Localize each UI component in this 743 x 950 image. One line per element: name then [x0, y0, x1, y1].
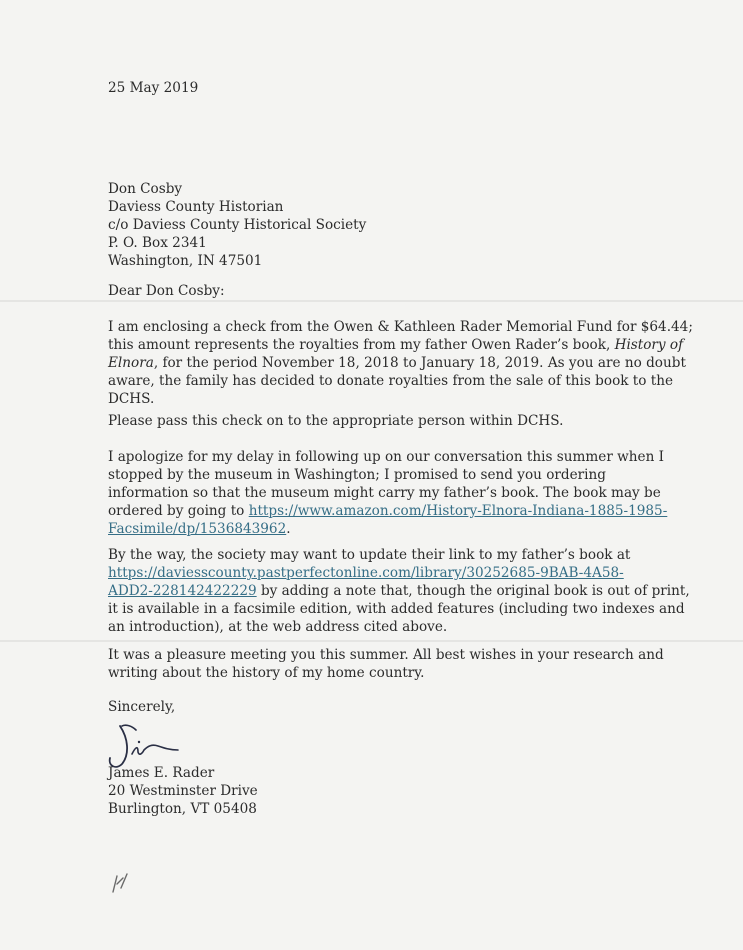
paragraph-1: I am enclosing a check from the Owen & Kathleen Rader Memorial Fund for $64.44; this amount represents the royalties from my father Owen Rader’s book, History of Elnora, for the period November 18, 2018 to January 18, 2019. As you are no doubt aware, the family has decided to donate royalties from the sale of this book to the DCHS.: [108, 319, 693, 407]
pastperfect-link[interactable]: ADD2-228142422229: [108, 583, 257, 599]
recipient-city: Washington, IN 47501: [108, 253, 263, 269]
paragraph-4: By the way, the society may want to update their link to my father’s book at https://daviesscounty.pastperfectonline.com/library/30252685-9BAB-4A58- ADD2-228142422229 by adding a note that, though the original book is out of print, it is available in a facsimile edition, with added features (including two indexes and an introduction), at the web address cited above.: [108, 547, 690, 635]
paragraph-2: Please pass this check on to the appropriate person within DCHS.: [108, 413, 564, 429]
recipient-address: [108, 180, 707, 270]
amazon-link[interactable]: https://www.amazon.com/History-Elnora-Indiana-1885-1985-: [248, 503, 668, 519]
recipient-box: P. O. Box 2341: [108, 235, 207, 251]
paragraph-3: I apologize for my delay in following up on our conversation this summer when I stopped by the museum in Washington; I promised to send you ordering information so that the museum might carry my father’s book. The book may be ordered by going to https://www.amazon.com/History-Elnora-Indiana-1885-1985- Facsimile/dp/1536843962.: [108, 449, 668, 537]
sender-name: James E. Rader: [108, 765, 215, 781]
book-title: Elnora: [108, 355, 154, 371]
page-fold: [0, 300, 743, 302]
sender-street: 20 Westminster Drive: [108, 783, 258, 799]
pen-mark-icon: [107, 868, 135, 896]
paragraph-5: It was a pleasure meeting you this summer. All best wishes in your research and writing about the history of my home country.: [108, 647, 664, 681]
closing: Sincerely,: [108, 699, 176, 715]
letter-date: 25 May 2019: [108, 80, 199, 96]
sender-address: [108, 764, 707, 818]
amazon-link[interactable]: Facsimile/dp/1536843962: [108, 521, 287, 537]
sender-city: Burlington, VT 05408: [108, 801, 257, 817]
book-title: History of: [614, 337, 684, 353]
page-fold: [0, 640, 743, 642]
salutation: Dear Don Cosby:: [108, 283, 225, 299]
recipient-name: Don Cosby: [108, 181, 183, 197]
pastperfect-link[interactable]: https://daviesscounty.pastperfectonline.com/library/30252685-9BAB-4A58-: [108, 565, 624, 581]
recipient-org: c/o Daviess County Historical Society: [108, 217, 367, 233]
recipient-title: Daviess County Historian: [108, 199, 284, 215]
